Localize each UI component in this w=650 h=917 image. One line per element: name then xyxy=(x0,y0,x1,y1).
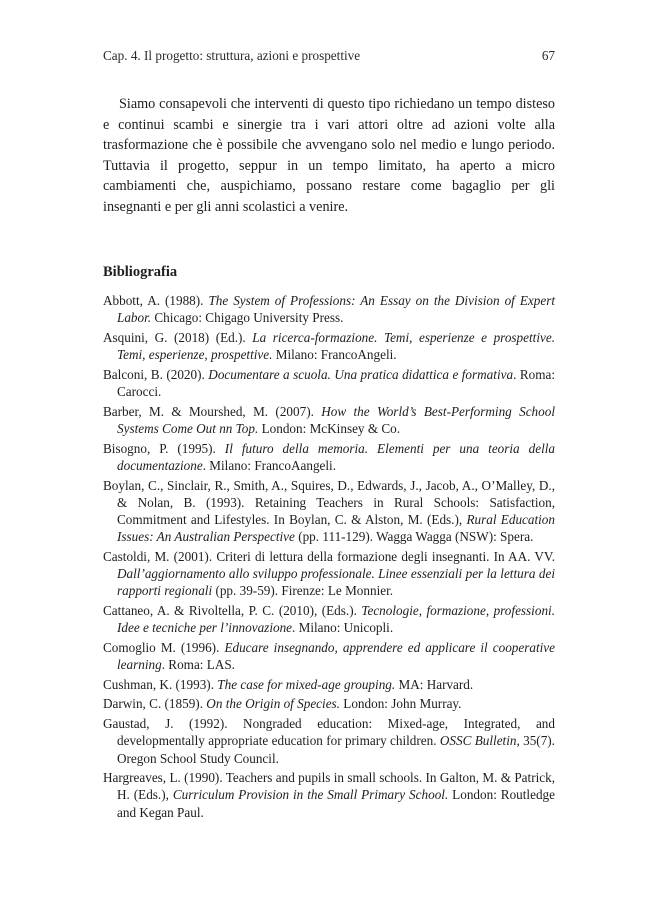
entry-title-italic: On the Origin of Species. xyxy=(206,696,340,712)
entry-title-italic: OSSC Bulletin xyxy=(439,733,517,749)
entry-publication-info: London: Routledge and Kegan Paul. xyxy=(117,787,555,820)
entry-authors-and-details: Bisogno, P. (1995). xyxy=(103,440,225,456)
bibliography-entry xyxy=(103,292,555,326)
bibliography-entry xyxy=(103,769,555,821)
entry-publication-info: (pp. 111-129). Wagga Wagga (NSW): Spera. xyxy=(294,529,534,545)
bibliography-entry xyxy=(103,403,555,437)
entry-publication-info: London: McKinsey & Co. xyxy=(258,420,401,436)
entry-publication-info: Chicago: Chigago University Press. xyxy=(151,310,344,326)
bibliography-entry xyxy=(103,477,555,546)
entry-title-italic: Dall’aggiornamento allo sviluppo professionale. Linee essenziali per la lettura dei rapporti regionali xyxy=(117,566,555,599)
entry-title-italic: The case for mixed-age grouping. xyxy=(217,676,396,692)
entry-title-italic: La ricerca-formazione. Temi, esperienze e prospettive. Temi, esperienze, prospettive. xyxy=(117,329,555,363)
entry-publication-info: Milano: FrancoAngeli. xyxy=(272,347,397,363)
intro-paragraph: Siamo consapevoli che interventi di questo tipo richiedano un tempo disteso e continui scambi e sinergie tra i vari attori oltre ad azioni volte alla trasformazione che è possibile che avvengano solo nel medio e lungo periodo. Tuttavia il progetto, seppur in un tempo limitato, ha aperto a micro cambiamenti che, auspichiamo, possano restare come bagaglio per gli insegnanti e per gli anni scolastici a venire. xyxy=(103,96,555,215)
bibliography-entry xyxy=(103,602,555,636)
entry-publication-info: , 35(7). Oregon School Study Council. xyxy=(117,733,555,766)
bibliography-entry xyxy=(103,329,555,363)
bibliography-list xyxy=(103,292,555,823)
entry-authors-and-details: Boylan, C., Sinclair, R., Smith, A., Squires, D., Edwards, J., Jacob, A., O’Malley, D., & Nolan, B. (1993). Retaining Teachers in Rural Schools: Satisfaction, Commitment and Lifestyles. In Boylan, C. & Alston, M. (Eds.), xyxy=(103,477,555,527)
bibliography-entry xyxy=(103,440,555,474)
entry-publication-info: . Roma: LAS. xyxy=(161,657,235,673)
bibliography-entry xyxy=(103,548,555,600)
entry-publication-info: . Roma: Carocci. xyxy=(117,366,555,400)
bibliography-entry xyxy=(103,695,555,712)
entry-title-italic: Educare insegnando, apprendere ed applicare il cooperative learning xyxy=(117,639,555,673)
page-number: 67 xyxy=(541,48,555,63)
entry-title-italic: Tecnologie, formazione, professioni. Idee e tecniche per l’innovazione xyxy=(117,602,555,636)
entry-publication-info: . Milano: FrancoAangeli. xyxy=(202,457,337,473)
entry-authors-and-details: Asquini, G. (2018) (Ed.). xyxy=(103,329,253,345)
chapter-title: Cap. 4. Il progetto: struttura, azioni e prospettive xyxy=(103,48,361,63)
entry-title-italic: The System of Professions: An Essay on the Division of Expert Labor. xyxy=(117,293,555,326)
entry-authors-and-details: Gaustad, J. (1992). Nongraded education: Mixed-age, Integrated, and developmentally appropriate education for primary children. xyxy=(103,716,555,749)
bibliography-entry xyxy=(103,715,555,767)
entry-authors-and-details: Cushman, K. (1993). xyxy=(103,676,218,692)
entry-publication-info: London: John Murray. xyxy=(339,696,462,712)
bibliography-entry xyxy=(103,366,555,400)
entry-authors-and-details: Balconi, B. (2020). xyxy=(103,366,209,382)
entry-authors-and-details: Hargreaves, L. (1990). Teachers and pupils in small schools. In Galton, M. & Patrick, H. (Eds.), xyxy=(103,770,555,803)
entry-authors-and-details: Cattaneo, A. & Rivoltella, P. C. (2010), (Eds.). xyxy=(103,602,362,618)
bibliography-heading: Bibliografia xyxy=(103,264,178,280)
entry-publication-info: MA: Harvard. xyxy=(395,676,474,692)
bibliography-entry xyxy=(103,639,555,673)
entry-publication-info: (pp. 39-59). Firenze: Le Monnier. xyxy=(212,583,394,599)
entry-authors-and-details: Castoldi, M. (2001). Criteri di lettura della formazione degli insegnanti. In AA. VV. xyxy=(103,548,555,564)
entry-title-italic: Documentare a scuola. Una pratica didattica e formativa xyxy=(208,366,514,382)
entry-publication-info: . Milano: Unicopli. xyxy=(292,620,394,636)
entry-authors-and-details: Darwin, C. (1859). xyxy=(103,696,207,712)
entry-title-italic: Rural Education Issues: An Australian Perspective xyxy=(117,511,555,545)
entry-authors-and-details: Abbott, A. (1988). xyxy=(103,293,209,308)
entry-title-italic: How the World’s Best-Performing School Systems Come Out nn Top. xyxy=(117,403,555,436)
entry-authors-and-details: Comoglio M. (1996). xyxy=(103,639,225,655)
entry-authors-and-details: Barber, M. & Mourshed, M. (2007). xyxy=(103,403,322,419)
entry-title-italic: Il futuro della memoria. Elementi per una teoria della documentazione xyxy=(117,440,555,473)
bibliography-entry xyxy=(103,676,555,693)
entry-title-italic: Curriculum Provision in the Small Primary School. xyxy=(172,787,449,803)
